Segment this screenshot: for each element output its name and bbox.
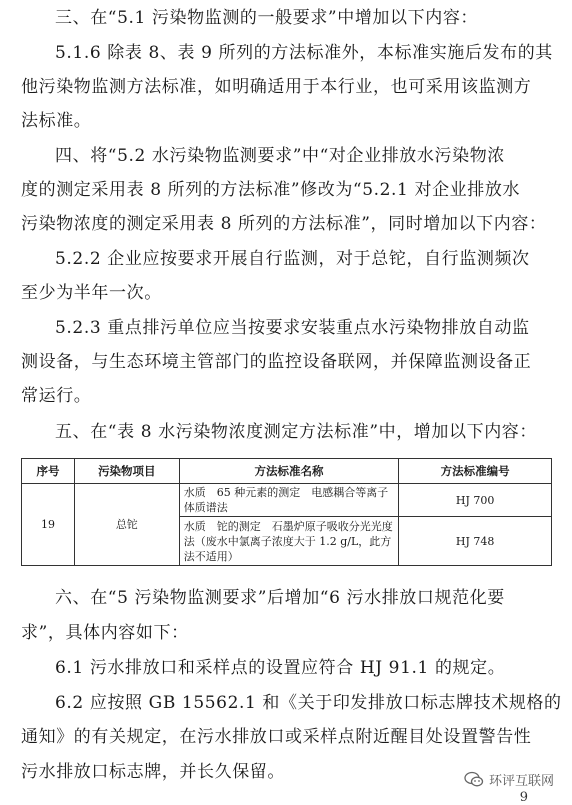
row-number-cell: 19 — [22, 484, 75, 566]
paragraph-line: 6.2 应按照 GB 15562.1 和《关于印发排放口标志牌技术规格的 — [55, 693, 562, 713]
paragraph-line: 法标准。 — [21, 111, 92, 131]
paragraph-line: 至少为半年一次。 — [21, 283, 162, 303]
method-name-cell: 水质 铊的测定 石墨炉原子吸收分光光度法（废水中氯离子浓度大于 1.2 g/L，此方法不适用） — [179, 517, 399, 566]
watermark-text: 环评互联网 — [488, 774, 554, 789]
pollutant-cell: 总铊 — [74, 484, 179, 566]
paragraph-line: 5.2.2 企业应按要求开展自行监测，对于总铊，自行监测频次 — [55, 249, 530, 269]
method-code-cell: HJ 700 — [399, 484, 552, 517]
watermark — [464, 770, 554, 789]
header-cell: 污染物项目 — [74, 459, 179, 484]
method-code-cell: HJ 748 — [399, 517, 552, 566]
paragraph-line: 5.2.3 重点排污单位应当按要求安装重点水污染物排放自动监 — [55, 318, 530, 338]
paragraph-line: 测设备，与生态环境主管部门的监控设备联网，并保障监测设备正 — [21, 352, 532, 372]
paragraph-line: 5.1.6 除表 8、表 9 所列的方法标准外，本标准实施后发布的其 — [55, 43, 553, 63]
paragraph-line: 求”，具体内容如下： — [21, 623, 189, 643]
method-name-cell: 水质 65 种元素的测定 电感耦合等离子体质谱法 — [179, 484, 399, 517]
paragraph-line: 6.1 污水排放口和采样点的设置应符合 HJ 91.1 的规定。 — [55, 658, 506, 678]
page-number: 9 — [519, 790, 528, 805]
method-standard-table — [21, 458, 552, 566]
wechat-icon — [464, 771, 484, 788]
table-row — [22, 484, 552, 517]
paragraph-line: 度的测定采用表 8 所列的方法标准”修改为“5.2.1 对企业排放水 — [21, 180, 521, 200]
paragraph-line: 常运行。 — [21, 386, 92, 406]
header-cell: 序号 — [22, 459, 75, 484]
paragraph-line: 他污染物监测方法标准，如明确适用于本行业，也可采用该监测方 — [21, 77, 532, 97]
section-3-heading: 三、在“5.1 污染物监测的一般要求”中增加以下内容： — [55, 8, 479, 28]
header-cell: 方法标准编号 — [399, 459, 552, 484]
paragraph-line: 污水排放口标志牌，并长久保留。 — [21, 762, 285, 782]
paragraph-line: 通知》的有关规定，在污水排放口或采样点附近醒目处设置警告性 — [21, 727, 532, 747]
section-4-heading: 四、将“5.2 水污染物监测要求”中“对企业排放水污染物浓 — [55, 146, 505, 166]
paragraph-line: 污染物浓度的测定采用表 8 所列的方法标准”，同时增加以下内容： — [21, 214, 547, 234]
table-header-row — [22, 459, 552, 484]
section-6-heading: 六、在“5 污染物监测要求”后增加“6 污水排放口规范化要 — [55, 588, 505, 608]
header-cell: 方法标准名称 — [179, 459, 399, 484]
section-5-heading: 五、在“表 8 水污染物浓度测定方法标准”中，增加以下内容： — [55, 422, 538, 442]
